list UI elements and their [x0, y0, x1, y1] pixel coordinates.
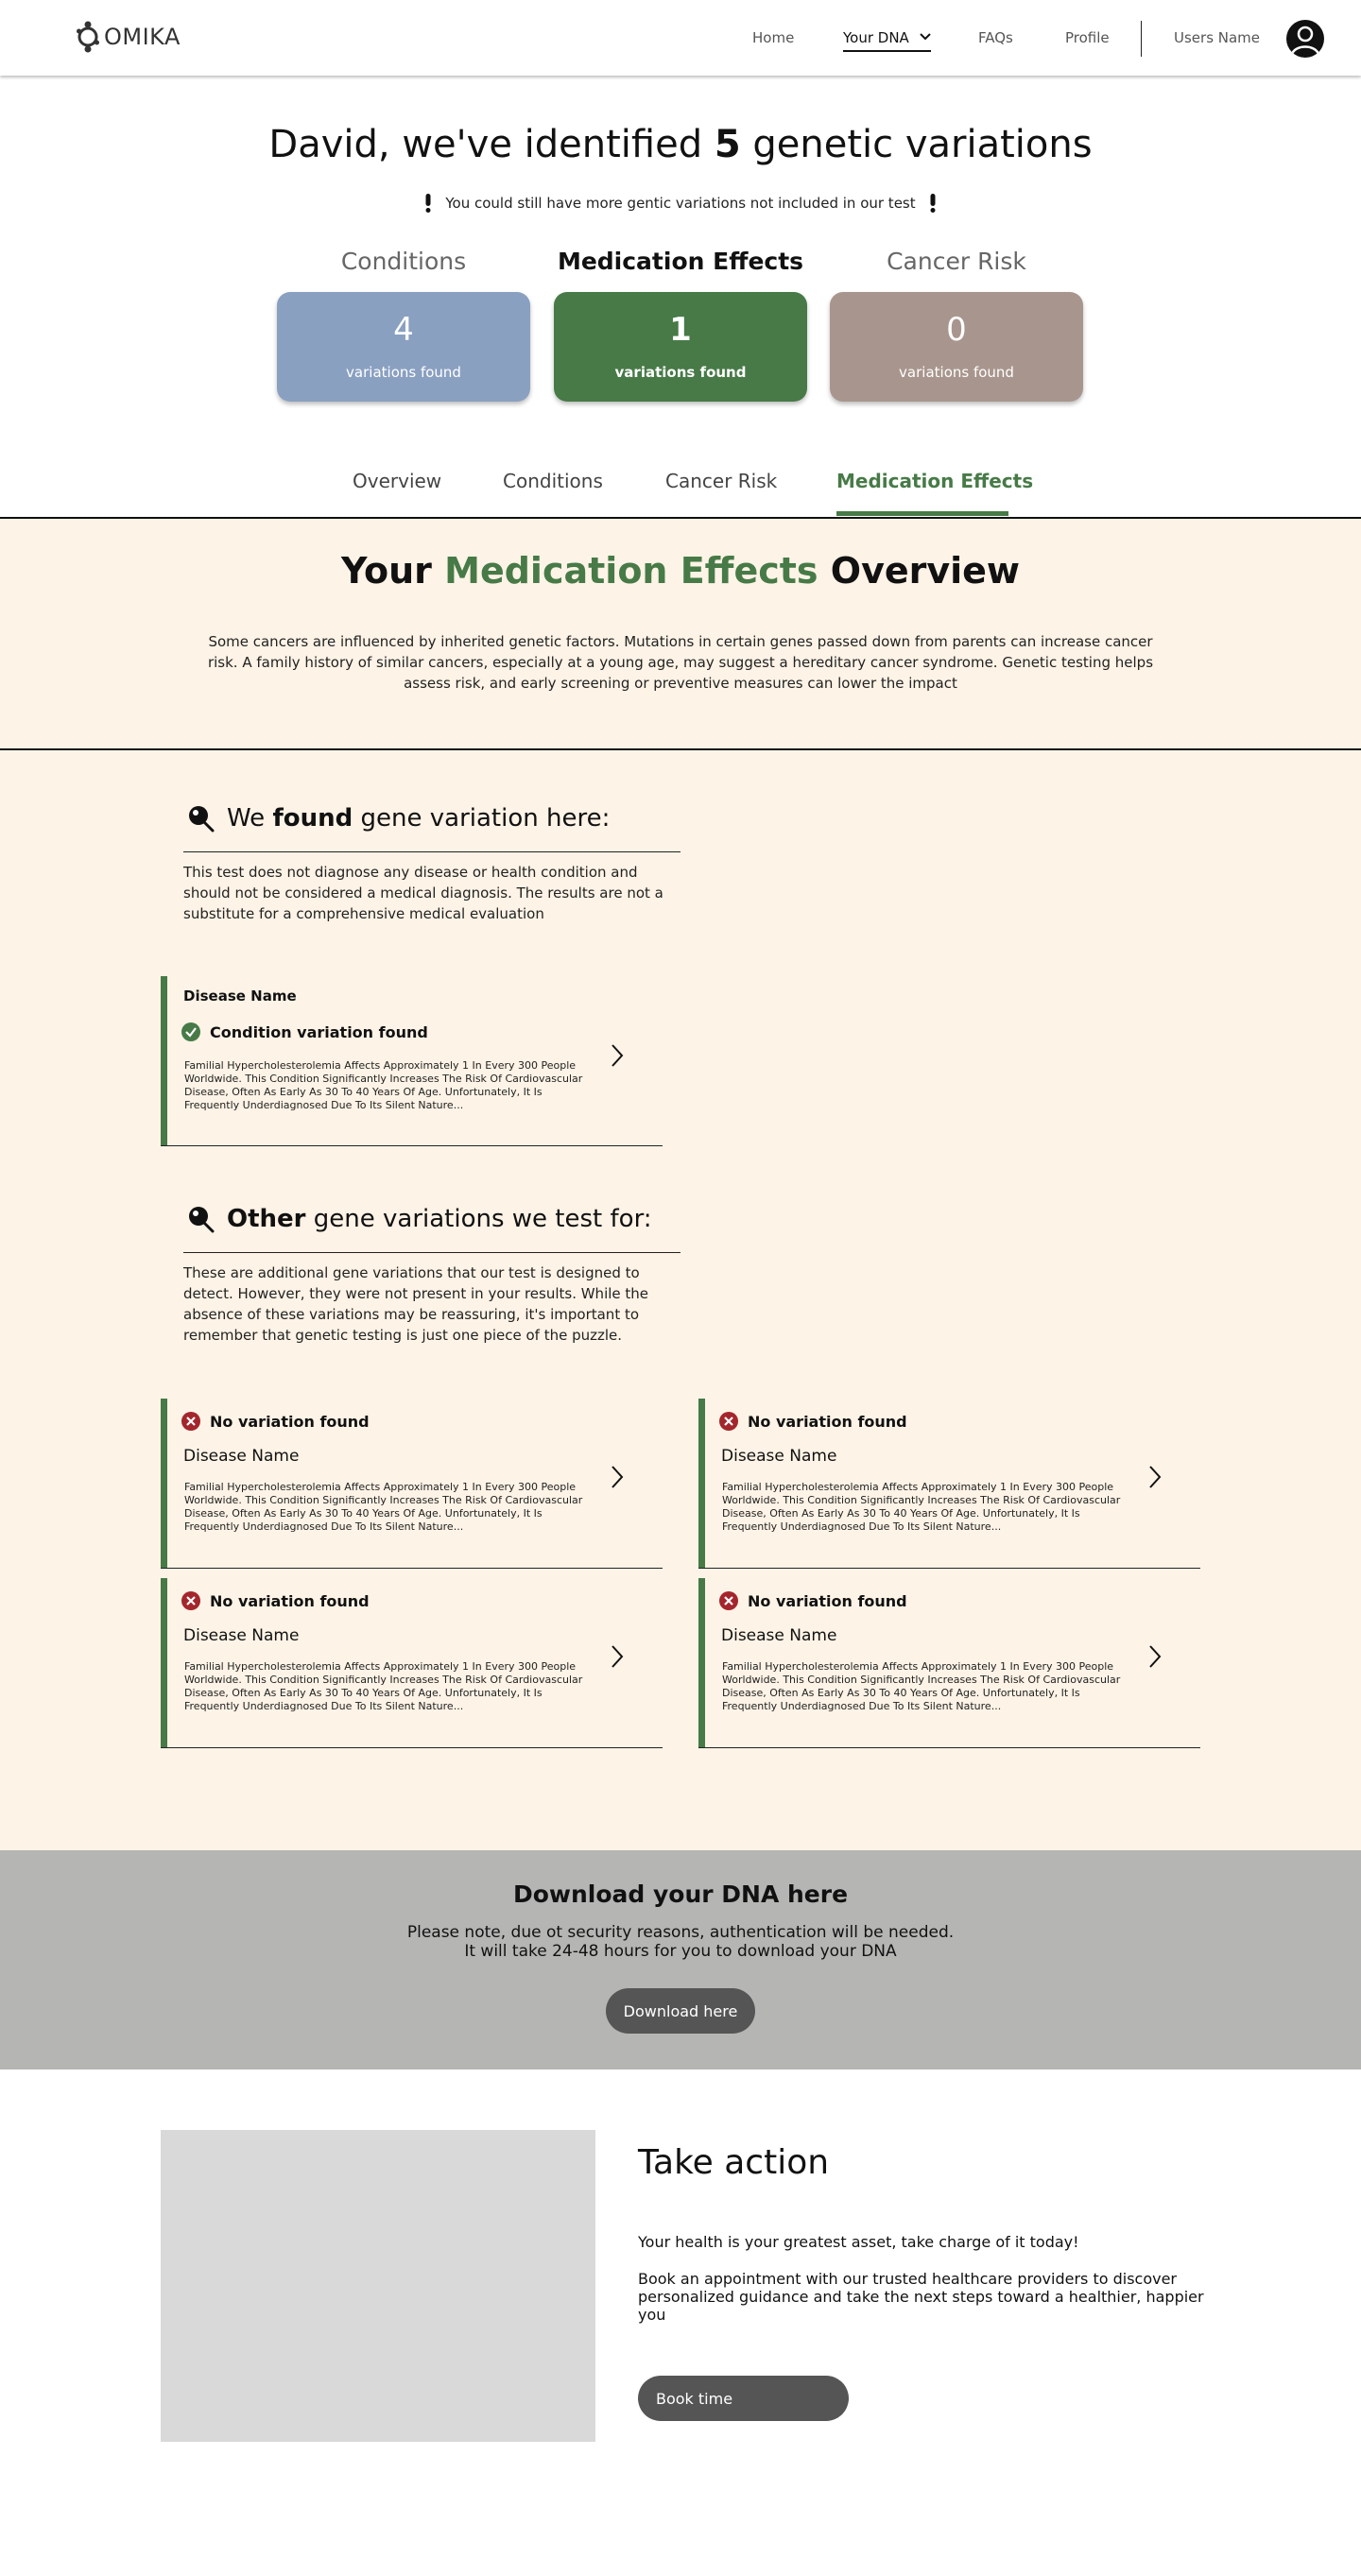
hero-title-count: 5	[714, 123, 741, 166]
variation-status-label: No variation found	[748, 1591, 907, 1610]
magnifier-icon	[187, 1205, 215, 1233]
take-action-title: Take action	[638, 2143, 830, 2182]
found-heading-rule	[183, 851, 680, 852]
category-label-cancer-risk: Cancer Risk	[887, 248, 1026, 275]
x-circle-icon	[181, 1412, 200, 1431]
overview-title-prefix: Your	[340, 550, 432, 592]
found-heading-suffix: gene variation here:	[360, 804, 611, 833]
x-circle-icon	[719, 1591, 738, 1610]
x-circle-icon	[181, 1591, 200, 1610]
disease-description: Familial Hypercholesterolemia Affects Approximately 1 In Every 300 People Worldwide. This Condition Significantly Increases The Risk Of Cardiovascular Disease, Often As Early As 30 To 40 Years Of Age. Unfortunately, It Is Frequently Underdiagnosed Due To Its Silent Nature...	[184, 1660, 583, 1712]
hero-title-prefix: David, we've identified	[268, 123, 703, 166]
take-action-tagline: Your health is your greatest asset, take charge of it today!	[638, 2233, 1079, 2251]
card-accent-bar	[161, 976, 167, 1145]
variation-status	[181, 1022, 428, 1041]
other-heading	[187, 1205, 652, 1233]
download-button[interactable]: Download here	[606, 1988, 755, 2034]
other-heading-suffix: gene variations we test for:	[313, 1205, 652, 1233]
disease-name: Disease Name	[721, 1447, 837, 1466]
variation-status	[719, 1591, 907, 1610]
exclamation-icon	[424, 194, 432, 213]
tabs-divider	[0, 517, 1361, 519]
card-accent-bar	[161, 1578, 167, 1747]
logo-icon	[76, 21, 100, 53]
other-heading-rule	[183, 1252, 680, 1253]
found-heading-bold: found	[272, 804, 353, 833]
disease-name: Disease Name	[183, 1447, 300, 1466]
category-sub: variations found	[899, 364, 1014, 381]
nav-your-dna[interactable]	[843, 29, 931, 52]
download-text	[0, 1923, 1361, 1961]
chevron-right-icon[interactable]	[610, 1043, 625, 1068]
found-variation-card[interactable]	[161, 976, 663, 1146]
tab-conditions[interactable]: Conditions	[503, 470, 603, 492]
nav-user-name[interactable]: Users Name	[1174, 29, 1261, 46]
disease-description: Familial Hypercholesterolemia Affects Approximately 1 In Every 300 People Worldwide. This Condition Significantly Increases The Risk Of Cardiovascular Disease, Often As Early As 30 To 40 Years Of Age. Unfortunately, It Is Frequently Underdiagnosed Due To Its Silent Nature...	[722, 1481, 1121, 1533]
found-heading-prefix: We	[227, 804, 266, 833]
avatar[interactable]	[1286, 20, 1324, 58]
top-navbar	[0, 0, 1361, 76]
card-accent-bar	[698, 1578, 705, 1747]
book-time-button[interactable]: Book time	[638, 2376, 849, 2421]
category-sub: variations found	[614, 364, 747, 381]
check-circle-icon	[181, 1022, 200, 1041]
no-variation-card[interactable]	[698, 1399, 1200, 1569]
overview-title-highlight: Medication Effects	[444, 550, 818, 592]
found-heading	[187, 804, 610, 833]
nav-home[interactable]: Home	[752, 29, 795, 46]
nav-faqs[interactable]: FAQs	[978, 29, 1013, 46]
chevron-right-icon[interactable]	[1147, 1465, 1163, 1489]
disease-description: Familial Hypercholesterolemia Affects Approximately 1 In Every 300 People Worldwide. This Condition Significantly Increases The Risk Of Cardiovascular Disease, Often As Early As 30 To 40 Years Of Age. Unfortunately, It Is Frequently Underdiagnosed Due To Its Silent Nature...	[184, 1059, 583, 1111]
overview-text: Some cancers are influenced by inherited genetic factors. Mutations in certain genes passed down from parents can increase cancer risk. A family history of similar cancers, especially at a young age, may suggest a hereditary cancer syndrome. Genetic testing helps assess risk, and early screening or preventive measures can lower the impact	[207, 633, 1154, 692]
overview-title-suffix: Overview	[830, 550, 1021, 592]
other-heading-bold: Other	[227, 1205, 306, 1233]
hero-title	[0, 123, 1361, 166]
take-action-image-placeholder	[161, 2130, 595, 2442]
tab-medication-effects[interactable]: Medication Effects	[836, 470, 1034, 492]
category-card-conditions[interactable]	[277, 292, 530, 402]
disease-name: Disease Name	[183, 1626, 300, 1645]
logo-text: OMIKA	[104, 24, 181, 50]
hero-title-suffix: genetic variations	[752, 123, 1093, 166]
download-title: Download your DNA here	[512, 1880, 849, 1908]
variation-status-label: No variation found	[748, 1412, 907, 1431]
category-sub: variations found	[346, 364, 461, 381]
section-divider	[0, 748, 1361, 750]
magnifier-icon	[187, 804, 215, 833]
variation-status-label: No variation found	[210, 1591, 370, 1610]
tab-overview[interactable]: Overview	[353, 470, 442, 492]
category-count: 0	[946, 311, 967, 349]
disease-name: Disease Name	[183, 987, 297, 1005]
take-action-text: Book an appointment with our trusted healthcare providers to discover personalized guidance and take the next steps toward a healthier, happier you	[638, 2270, 1204, 2324]
active-tab-indicator	[836, 511, 1008, 516]
download-text-line1: Please note, due ot security reasons, authentication will be needed.	[406, 1923, 955, 1942]
exclamation-icon	[929, 194, 937, 213]
logo[interactable]	[76, 21, 181, 53]
overview-title	[0, 550, 1361, 592]
no-variation-card[interactable]	[161, 1399, 663, 1569]
variation-status-label: No variation found	[210, 1412, 370, 1431]
no-variation-card[interactable]	[161, 1578, 663, 1748]
hero-note-text: You could still have more gentic variations not included in our test	[445, 195, 916, 212]
chevron-right-icon[interactable]	[1147, 1644, 1163, 1669]
nav-divider	[1141, 21, 1142, 57]
category-card-medication-effects[interactable]	[554, 292, 807, 402]
nav-profile[interactable]: Profile	[1065, 29, 1110, 46]
category-label-medication-effects: Medication Effects	[557, 248, 804, 275]
card-accent-bar	[161, 1399, 167, 1568]
hero-note	[0, 194, 1361, 213]
card-accent-bar	[698, 1399, 705, 1568]
category-count: 1	[669, 311, 692, 349]
nav-your-dna-label: Your DNA	[843, 29, 909, 46]
x-circle-icon	[719, 1412, 738, 1431]
disease-description: Familial Hypercholesterolemia Affects Approximately 1 In Every 300 People Worldwide. This Condition Significantly Increases The Risk Of Cardiovascular Disease, Often As Early As 30 To 40 Years Of Age. Unfortunately, It Is Frequently Underdiagnosed Due To Its Silent Nature...	[722, 1660, 1121, 1712]
variation-status	[181, 1412, 370, 1431]
user-icon	[1286, 20, 1324, 58]
chevron-down-icon	[920, 33, 931, 41]
category-label-conditions: Conditions	[340, 248, 467, 275]
chevron-right-icon[interactable]	[610, 1644, 625, 1669]
found-text: This test does not diagnose any disease or health condition and should not be considered a medical diagnosis. The results are not a substitute for a comprehensive medical evaluation	[183, 864, 663, 922]
variation-status	[181, 1591, 370, 1610]
variation-status-label: Condition variation found	[210, 1022, 428, 1041]
category-count: 4	[393, 311, 414, 349]
disease-description: Familial Hypercholesterolemia Affects Approximately 1 In Every 300 People Worldwide. This Condition Significantly Increases The Risk Of Cardiovascular Disease, Often As Early As 30 To 40 Years Of Age. Unfortunately, It Is Frequently Underdiagnosed Due To Its Silent Nature...	[184, 1481, 583, 1533]
disease-name: Disease Name	[721, 1626, 837, 1645]
no-variation-card[interactable]	[698, 1578, 1200, 1748]
tab-cancer-risk[interactable]: Cancer Risk	[665, 470, 778, 492]
category-card-cancer-risk[interactable]	[830, 292, 1083, 402]
chevron-right-icon[interactable]	[610, 1465, 625, 1489]
other-text: These are additional gene variations that our test is designed to detect. However, they were not present in your results. While the absence of these variations may be reassuring, it's important to remember that genetic testing is just one piece of the puzzle.	[183, 1264, 649, 1344]
variation-status	[719, 1412, 907, 1431]
download-text-line2: It will take 24-48 hours for you to download your DNA	[464, 1942, 897, 1961]
